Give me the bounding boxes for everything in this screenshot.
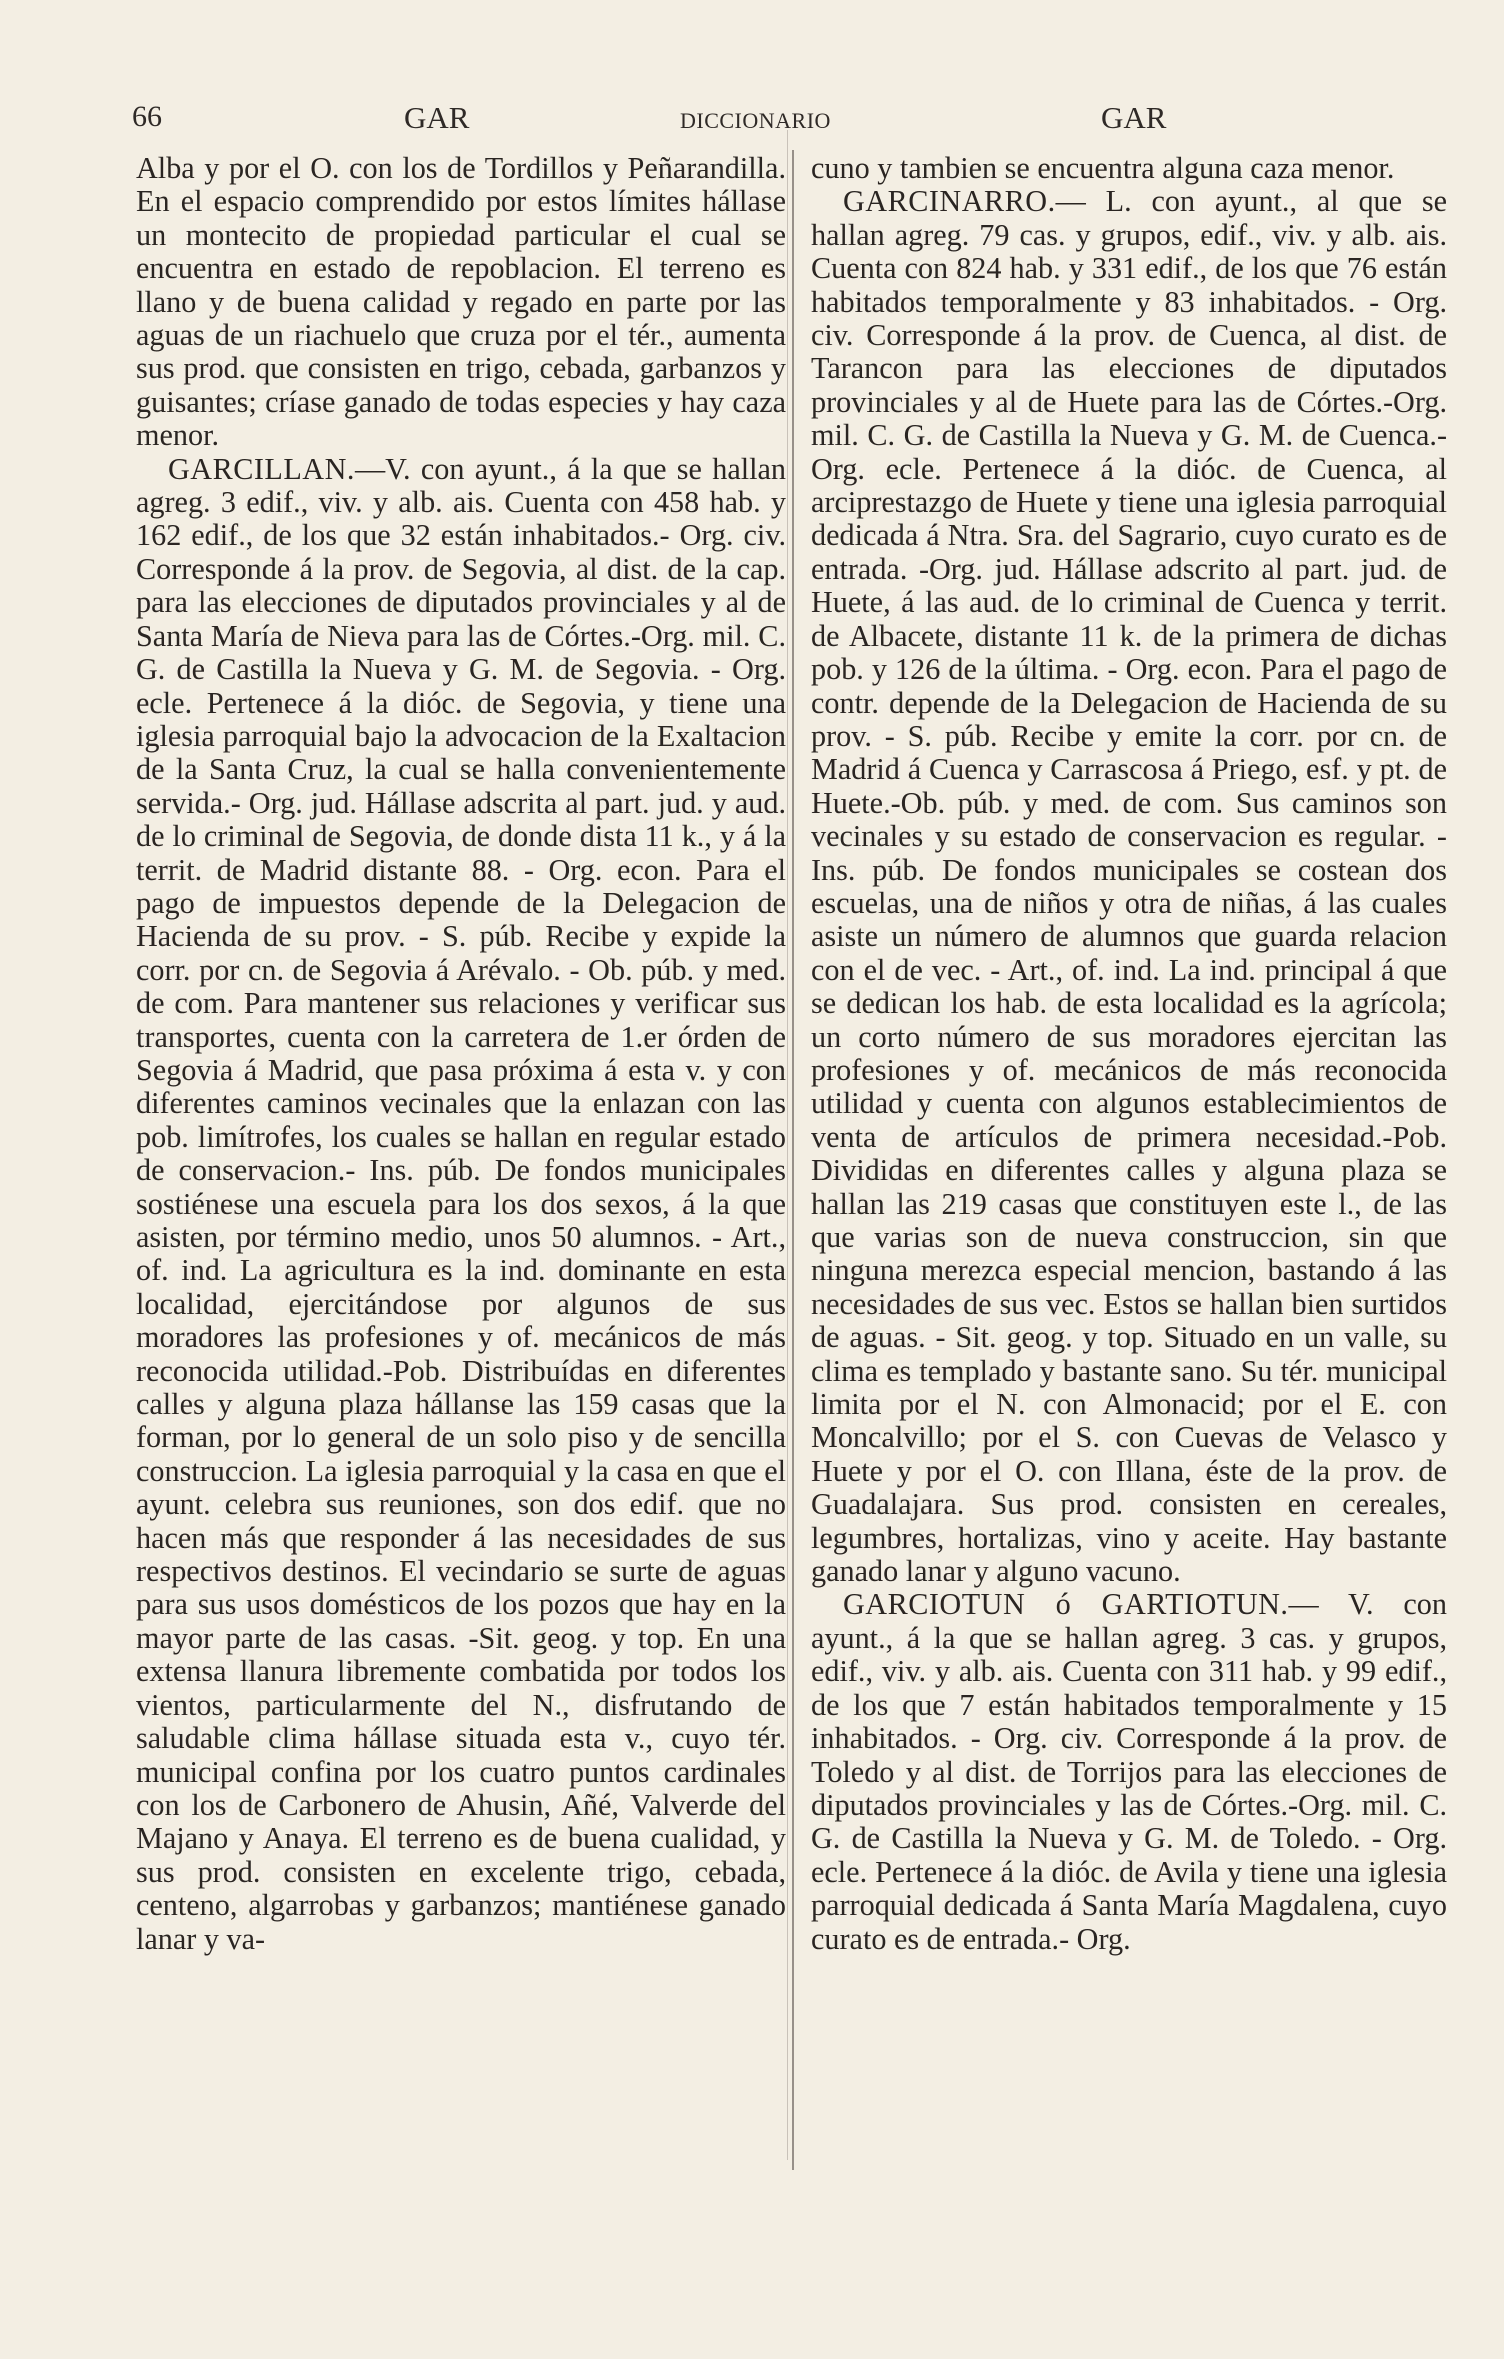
left-guide-word: GAR (404, 100, 470, 135)
entry-headword: GARCINARRO. (843, 184, 1056, 219)
column-rule (792, 150, 794, 2170)
entry-body: — V. con ayunt., á la que se hallan agreg. 3 cas. y grupos, edif., viv. y alb. ais. Cuenta con 311 hab. y 99 edif., de los que 7 están habitados temporalmente y 15 inhabitados. - Org. civ. Corresponde á la prov. de Toledo y al dist. de Torrijos para las elecciones de diputados provinciales y las de Córtes.-Org. mil. C. G. de Castilla la Nueva y G. M. de Toledo. - Org. ecle. Pertenece á la dióc. de Avila y tiene una iglesia parroquial dedicada á Santa María Magdalena, cuyo curato es de entrada.- Org. (811, 1587, 1447, 1956)
entry-garcinarro (811, 185, 1447, 1588)
right-column (811, 152, 1447, 1956)
running-title: DICCIONARIO (680, 108, 831, 133)
page-number: 66 (132, 100, 162, 133)
entry-headword: GARCILLAN. (168, 451, 355, 486)
right-guide-word: GAR (1101, 100, 1167, 135)
entry-body: —V. con ayunt., á la que se hallan agreg. 3 edif., viv. y alb. ais. Cuenta con 458 hab. y 162 edif., de los que 32 están inhabitados.- Org. civ. Corresponde á la prov. de Segovia, al dist. de la cap. para las elecciones de diputados provinciales y al de Santa María de Nieva para las de Córtes.-Org. mil. C. G. de Castilla la Nueva y G. M. de Segovia. - Org. ecle. Pertenece á la dióc. de Segovia, y tiene una iglesia parroquial bajo la advocacion de la Exaltacion de la Santa Cruz, la cual se halla convenientemente servida.- Org. jud. Hállase adscrita al part. jud. y aud. de lo criminal de Segovia, de donde dista 11 k., y á la territ. de Madrid distante 88. - Org. econ. Para el pago de impuestos depende de la Delegacion de Hacienda de su prov. - S. púb. Recibe y expide la corr. por cn. de Segovia á Arévalo. - Ob. púb. y med. de com. Para mantener sus relaciones y verificar sus transportes, cuenta con la carretera de 1.er órden de Segovia á Madrid, que pasa próxima á esta v. y con diferentes caminos vecinales que la enlazan con las pob. limítrofes, los cuales se hallan en regular estado de conservacion.- Ins. púb. De fondos municipales sostiénese una escuela para los dos sexos, á la que asisten, por término medio, unos 50 alumnos. - Art., of. ind. La agricultura es la ind. dominante en esta localidad, ejercitándose por algunos de sus moradores las profesiones y of. mecánicos de más reconocida utilidad.-Pob. Distribuídas en diferentes calles y alguna plaza hállanse las 159 casas que la forman, por lo general de un solo piso y de sencilla construccion. La iglesia parroquial y la casa en que el ayunt. celebra sus reuniones, son dos edif. que no hacen más que responder á las necesidades de sus respectivos destinos. El vecindario se surte de aguas para sus usos domésticos de los pozos que hay en la mayor parte de las casas. -Sit. geog. y top. En una extensa llanura libremente combatida por todos los vientos, particularmente del N., disfrutando de saludable clima hállase situada esta v., cuyo tér. municipal confina por los cuatro puntos cardinales con los de Carbonero de Ahusin, Añé, Valverde del Majano y Anaya. El terreno es de buena cualidad, y sus prod. consisten en excelente trigo, cebada, centeno, algarrobas y garbanzos; mantiénese ganado lanar y va- (136, 451, 786, 1956)
left-column (136, 152, 786, 1956)
entry-headword: GARCIOTUN ó GARTIOTUN. (843, 1587, 1289, 1622)
entry-body: — L. con ayunt., al que se hallan agreg. 79 cas. y grupos, edif., viv. y alb. ais. Cuenta con 824 hab. y 331 edif., de los que 76 están habitados temporalmente y 83 inhabitados. - Org. civ. Corresponde á la prov. de Cuenca, al dist. de Tarancon para las elecciones de diputados provinciales y al de Huete para las de Córtes.-Org. mil. C. G. de Castilla la Nueva y G. M. de Cuenca.-Org. ecle. Pertenece á la dióc. de Cuenca, al arciprestazgo de Huete y tiene una iglesia parroquial dedicada á Ntra. Sra. del Sagrario, cuyo curato es de entrada. -Org. jud. Hállase adscrito al part. jud. de Huete, á las aud. de lo criminal de Cuenca y territ. de Albacete, distante 11 k. de la primera de dichas pob. y 126 de la última. - Org. econ. Para el pago de contr. depende de la Delegacion de Hacienda de su prov. - S. púb. Recibe y emite la corr. por cn. de Madrid á Cuenca y Carrascosa á Priego, esf. y pt. de Huete.-Ob. púb. y med. de com. Sus caminos son vecinales y su estado de conservacion es regular. - Ins. púb. De fondos municipales se costean dos escuelas, una de niños y otra de niñas, á las cuales asiste un número de alumnos que guarda relacion con el de vec. - Art., of. ind. La ind. principal á que se dedican los hab. de esta localidad es la agrícola; un corto número de sus moradores ejercitan las profesiones y of. mecánicos de más reconocida utilidad y cuenta con algunos establecimientos de venta de artículos de primera necesidad.-Pob. Divididas en diferentes calles y alguna plaza se hallan las 219 casas que constituyen este l., de las que varias son de nueva construccion, sin que ninguna merezca especial mencion, bastando á las necesidades de sus vec. Estos se hallan bien surtidos de aguas. - Sit. geog. y top. Situado en un valle, su clima es templado y bastante sano. Su tér. municipal limita por el N. con Almonacid; por el E. con Moncalvillo; por el S. con Cuevas de Velasco y Huete y por el O. con Illana, éste de la prov. de Guadalajara. Sus prod. consisten en cereales, legumbres, hortalizas, vino y aceite. Hay bastante ganado lanar y alguno vacuno. (811, 184, 1447, 1589)
continued-entry-text: Alba y por el O. con los de Tordillos y Peñarandilla. En el espacio comprendido por estos límites hállase un montecito de propiedad particular el cual se encuentra en estado de repoblacion. El terreno es llano y de buena calidad y regado en parte por las aguas de un riachuelo que cruza por el tér., aumenta sus prod. que consisten en trigo, cebada, garbanzos y guisantes; críase ganado de todas especies y hay caza menor. (136, 151, 786, 453)
continued-entry-text: cuno y tambien se encuentra alguna caza menor. (811, 151, 1395, 185)
column-rule-shadow (787, 130, 788, 2160)
page-header (0, 100, 1504, 150)
entry-garcillan (136, 453, 786, 1956)
entry-garciotun (811, 1588, 1447, 1955)
